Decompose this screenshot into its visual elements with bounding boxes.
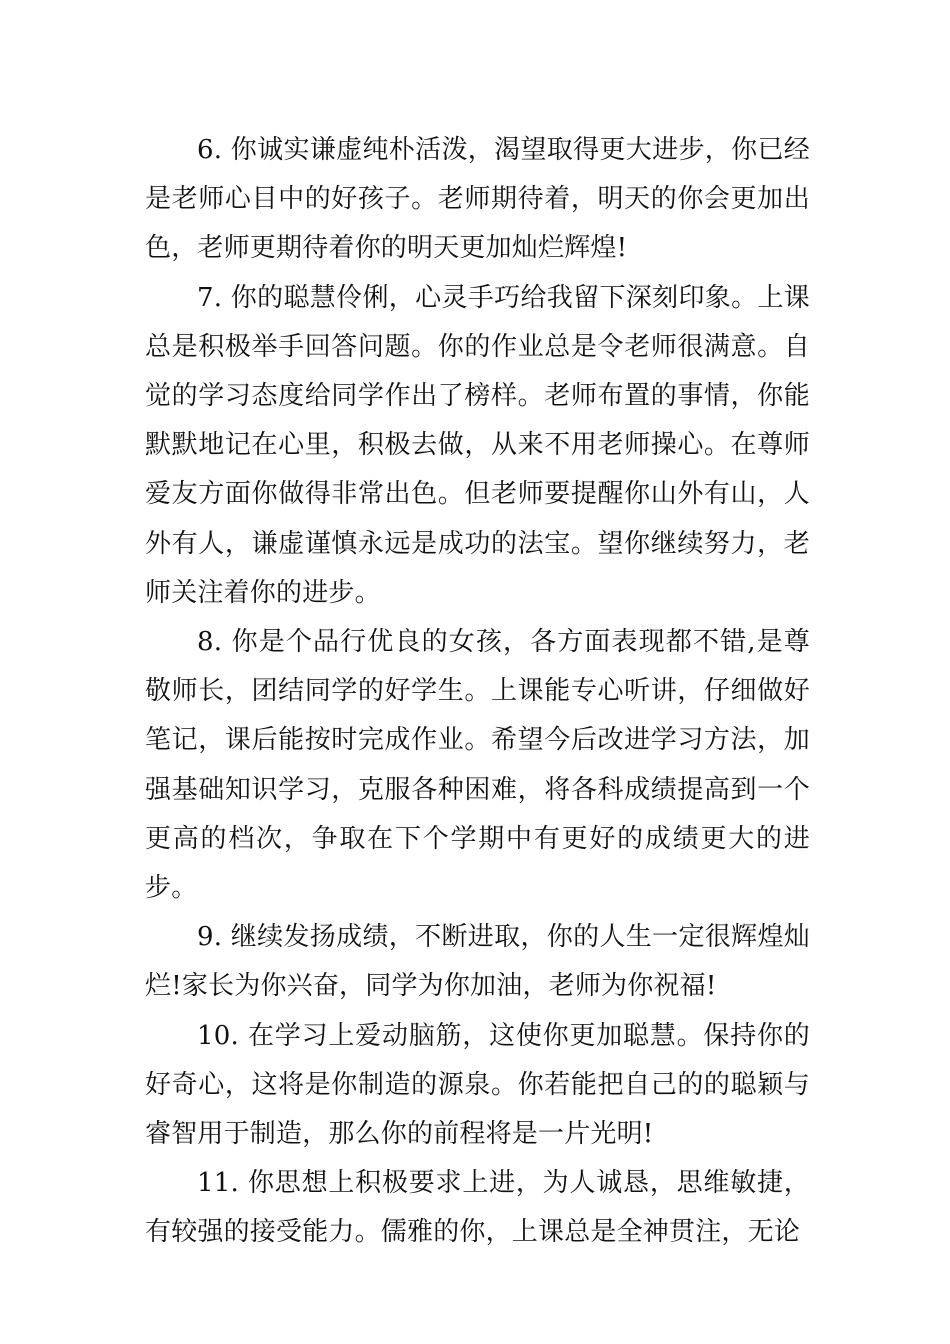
paragraph-10: 10. 在学习上爱动脑筋，这使你更加聪慧。保持你的好奇心，这将是你制造的源泉。你若能把自己的的聪颖与睿智用于制造，那么你的前程将是一片光明! (145, 1020, 810, 1150)
paragraph-9: 9. 继续发扬成绩，不断进取，你的人生一定很辉煌灿烂!家长为你兴奋，同学为你加油，老师为你祝福! (145, 922, 810, 1002)
document-body (145, 126, 810, 1258)
paragraph-11: 11. 你思想上积极要求上进，为人诚恳，思维敏捷，有较强的接受能力。儒雅的你，上课总是全神贯注，无论 (145, 1168, 810, 1248)
paragraph-8: 8. 你是个品行优良的女孩，各方面表现都不错,是尊敬师长，团结同学的好学生。上课能专心听讲，仔细做好笔记，课后能按时完成作业。希望今后改进学习方法，加强基础知识学习，克服各种困难，将各科成绩提高到一个更高的档次，争取在下个学期中有更好的成绩更大的进步。 (145, 627, 810, 904)
paragraph-7: 7. 你的聪慧伶俐，心灵手巧给我留下深刻印象。上课总是积极举手回答问题。你的作业总是令老师很满意。自觉的学习态度给同学作出了榜样。老师布置的事情，你能默默地记在心里，积极去做，从来不用老师操心。在尊师爱友方面你做得非常出色。但老师要提醒你山外有山，人外有人，谦虚谨慎永远是成功的法宝。望你继续努力，老师关注着你的进步。 (145, 282, 810, 608)
paragraph-6: 6. 你诚实谦虚纯朴活泼，渴望取得更大进步，你已经是老师心目中的好孩子。老师期待着，明天的你会更加出色，老师更期待着你的明天更加灿烂辉煌! (145, 135, 810, 264)
